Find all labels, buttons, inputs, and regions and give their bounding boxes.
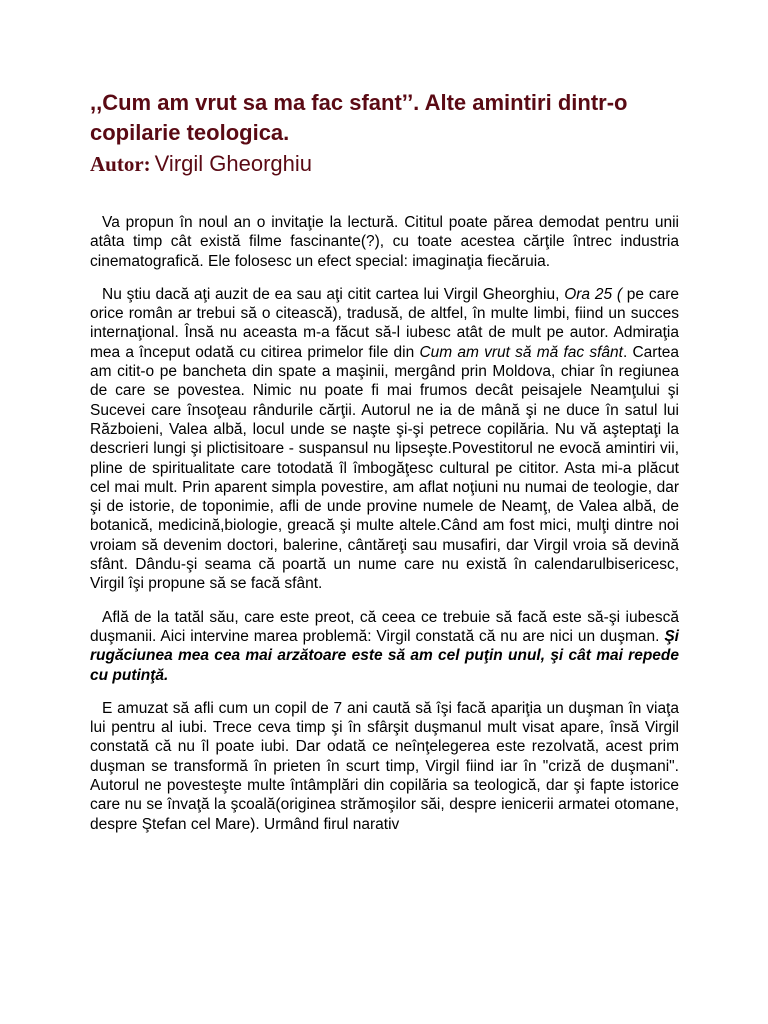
paragraph-2-text-e: . Cartea am citit-o pe bancheta din spate a maşinii, mergând prin Moldova, chiar în regiunea de care se povestea. Nimic nu poate fi mai frumos decât peisajele Neamţului şi Sucevei care însoţeau rândurile cărţii. Autorul ne ia de mână şi ne duce în satul lui Războieni, Valea albă, locul unde se naşte şi-şi petrece copilăria. Nu vă aşteptaţi la descrieri lungi şi plictisitoare - suspansul nu lipseşte.Povestitorul ne evocă amintiri vii, pline de spiritualitate care totodată îl îmbogăţesc cultural pe cititor. Asta mi-a plăcut cel mai mult. Prin aparent simpla povestire, am aflat noţiuni nu numai de teologie, dar şi de istorie, de toponimie, afli de unde provine numele de Neamţ, de Valea albă, de botanică, medicină,biologie, greacă şi multe altele.Când am fost mici, mulţi dintre noi vroiam să devenim doctori, balerine, cântăreţi sau musafiri, dar Virgil vroia să devină sfânt. Dându-şi seama că poartă un nume care nu există în calendarulbisericesc, Virgil îşi propune să se facă sfânt. [90, 343, 679, 593]
paragraph-4: E amuzat să afli cum un copil de 7 ani caută să îşi facă apariţia un duşman în viaţa lui pentru al iubi. Trece ceva timp şi în sfârşit duşmanul mult visat apare, însă Virgil constată că nu îl poate iubi. Dar odată ce neînţelegerea este rezolvată, acest prim duşman se transformă în prieten în scurt timp, Virgil fiind iar în "criză de duşmani". Autorul ne povesteşte multe întâmplări din copilăria sa teologică, dar şi fapte istorice care nu se învaţă la şcoală(originea strămoşilor săi, despre ienicerii armatei otomane, despre Ştefan cel Mare). Urmând firul narativ [90, 699, 679, 833]
document-title: ,,Cum am vrut sa ma fac sfant’’. Alte amintiri dintr-o copilarie teologica. [90, 90, 628, 145]
paragraph-2-text-c: pe care orice român ar trebui să o citească), tradusă, de altfel, în multe limbi, fiind un succes internaţional. Însă nu aceasta m-a făcut să-l iubesc atât de mult pe autor. Admiraţia mea a început odată cu citirea primelor file din [90, 285, 679, 361]
author-name: Virgil Gheorghiu [154, 151, 313, 176]
paragraph-3-quote: Şi rugăciunea mea cea mai arzătoare este să am cel puţin unul, şi cât mai repede cu putinţă. [90, 627, 679, 684]
author-label: Autor: [90, 152, 151, 176]
paragraph-2-text-a: Nu ştiu dacă aţi auzit de ea sau aţi citit cartea lui Virgil Gheorghiu, [102, 285, 565, 303]
article-body [90, 213, 679, 834]
author-line [90, 148, 679, 183]
paragraph-3-text-a: Află de la tatăl său, care este preot, că ceea ce trebuie să facă este să-şi iubescă duşmanii. Aici intervine marea problemă: Virgil constată că nu are nici un duşman. [90, 608, 679, 645]
document-page [90, 88, 679, 848]
book-title-ora-25: Ora 25 ( [564, 285, 623, 303]
paragraph-3 [90, 608, 679, 685]
paragraph-2 [90, 285, 679, 594]
paragraph-1: Va propun în noul an o invitaţie la lectură. Cititul poate părea demodat pentru unii atâta timp cât există filme fascinante(?), cu toate acestea cărţile întrec industria cinematografică. Ele folosesc un efect special: imaginaţia fiecăruia. [90, 214, 679, 270]
book-title-cum-am-vrut: Cum am vrut să mă fac sfânt [419, 343, 623, 361]
